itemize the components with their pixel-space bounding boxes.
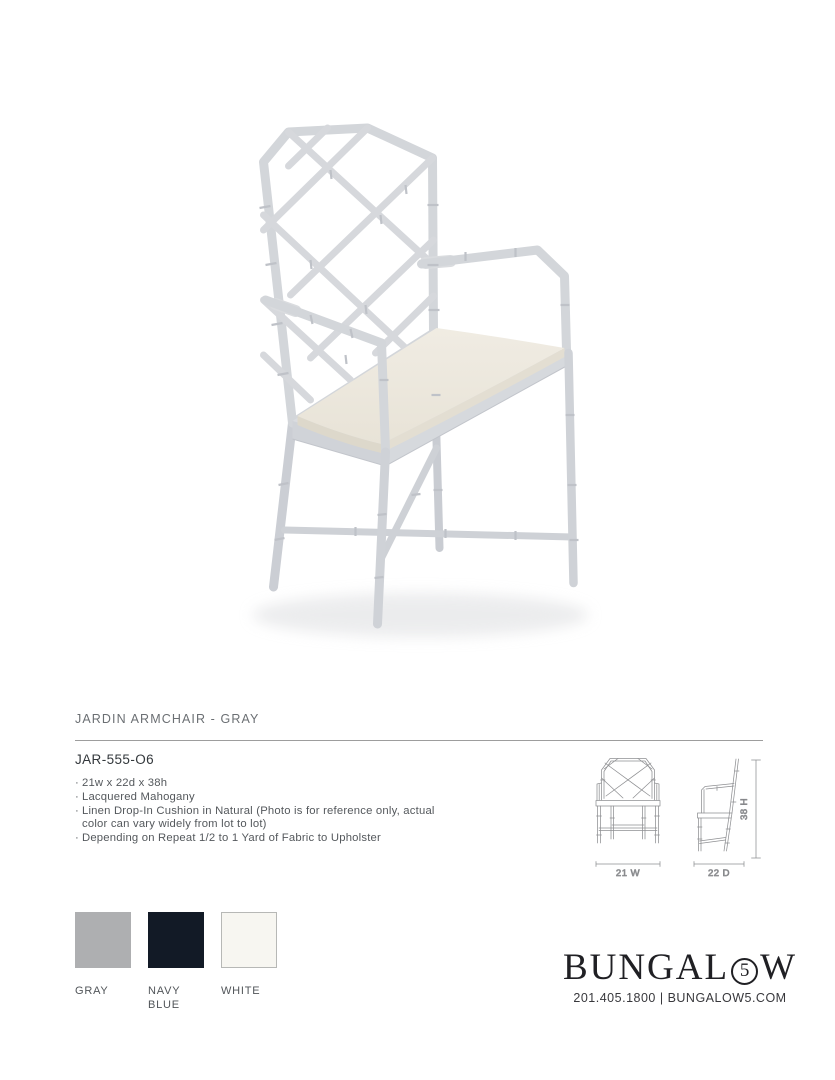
height-dimension-label: 38 H (739, 797, 750, 821)
armchair-illustration (213, 100, 618, 680)
width-dimension-label: 21 W (615, 868, 641, 879)
brand-block (540, 948, 820, 1005)
product-title: JARDIN ARMCHAIR - GRAY (75, 712, 260, 726)
side-view-drawing (694, 759, 744, 879)
title-divider (75, 740, 763, 741)
swatch-navy-blue-box[interactable] (148, 912, 204, 968)
logo-text-suffix: W (760, 947, 798, 988)
swatch-white-box[interactable] (221, 912, 277, 968)
swatch-gray (75, 912, 131, 1012)
front-view-drawing (596, 759, 660, 880)
bullet: · (75, 777, 79, 789)
brand-logo (540, 948, 820, 988)
spec-item (75, 777, 437, 791)
floor-shadow (253, 593, 589, 637)
swatch-gray-box[interactable] (75, 912, 131, 968)
swatch-label: WHITE (221, 985, 261, 997)
bullet: · (75, 790, 79, 803)
spec-item (75, 832, 437, 846)
dimension-drawings (590, 754, 790, 880)
color-swatches (75, 912, 277, 1012)
height-dimension-line (739, 760, 761, 858)
spec-list (75, 777, 437, 846)
bullet: · (75, 832, 79, 845)
product-photo (213, 100, 618, 680)
spec-text: 21w x 22d x 38h (81, 777, 168, 789)
spec-item (75, 791, 437, 805)
spec-item (75, 805, 437, 833)
depth-dimension-label: 22 D (707, 868, 731, 879)
bullet: · (75, 804, 79, 817)
spec-text: Linen Drop-In Cushion in Natural (Photo is for reference only, actual color can vary widely from lot to lot) (81, 804, 435, 831)
logo-text-prefix: BUNGAL (562, 947, 730, 988)
logo-circle-5: 5 (731, 958, 758, 985)
swatch-label: GRAY (75, 985, 109, 997)
spec-text: Depending on Repeat 1/2 to 1 Yard of Fabric to Upholster (81, 832, 382, 845)
product-sku: JAR-555-O6 (75, 752, 155, 767)
swatch-white (221, 912, 277, 1012)
spec-text: Lacquered Mahogany (81, 790, 195, 803)
swatch-label: NAVY BLUE (148, 985, 181, 1011)
brand-contact: 201.405.1800 | BUNGALOW5.COM (573, 991, 787, 1005)
swatch-navy-blue (148, 912, 204, 1012)
